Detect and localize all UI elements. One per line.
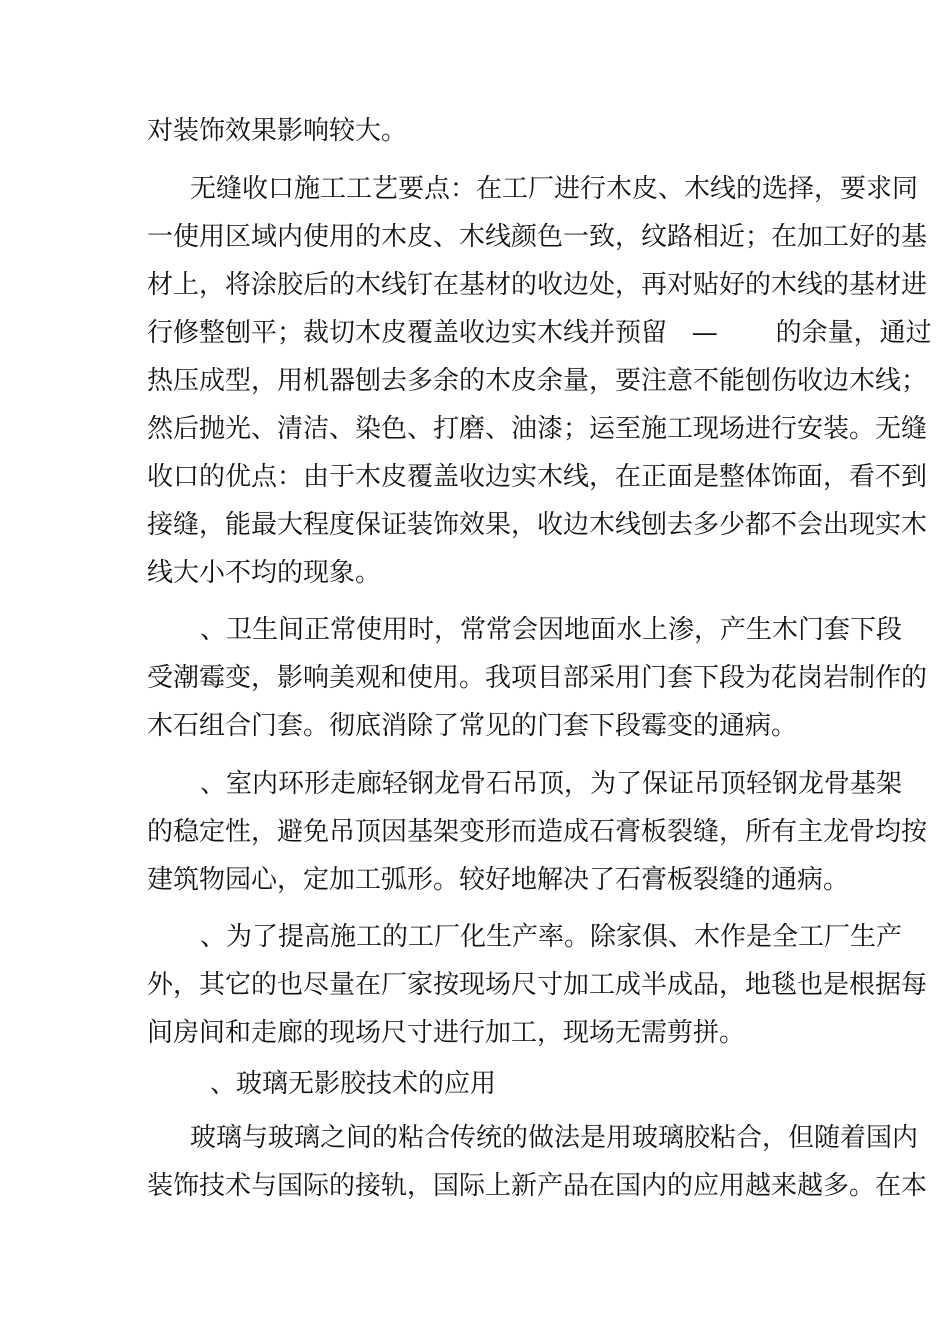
text-line: 一使用区域内使用的木皮、木线颜色一致，纹路相近；在加工好的基 (147, 222, 928, 252)
text-line: 外，其它的也尽量在厂家按现场尺寸加工成半成品，地毯也是根据每 (147, 970, 928, 1000)
text-line: 然后抛光、清洁、染色、打磨、油漆；运至施工现场进行安装。无缝 (147, 414, 928, 444)
text-line: 玻璃与玻璃之间的粘合传统的做法是用玻璃胶粘合，但随着国内 (190, 1123, 919, 1153)
text-line: 、卫生间正常使用时，常常会因地面水上渗，产生木门套下段 (200, 615, 903, 645)
text-line: 间房间和走廊的现场尺寸进行加工，现场无需剪拼。 (147, 1018, 746, 1048)
text-line: 、室内环形走廊轻钢龙骨石吊顶，为了保证吊顶轻钢龙骨基架 (200, 769, 903, 799)
text-line: 、玻璃无影胶技术的应用 (210, 1069, 497, 1099)
text-line: 建筑物园心，定加工弧形。较好地解决了石膏板裂缝的通病。 (147, 865, 850, 895)
text-line: 接缝，能最大程度保证装饰效果，收边木线刨去多少都不会出现实木 (147, 510, 928, 540)
text-line: 收口的优点：由于木皮覆盖收边实木线，在正面是整体饰面，看不到 (147, 462, 928, 492)
text-line: 装饰技术与国际的接轨，国际上新产品在国内的应用越来越多。在本 (147, 1171, 928, 1201)
text-line: 、为了提高施工的工厂化生产率。除家俱、木作是全工厂生产 (200, 922, 903, 952)
text-line: 行修整刨平；裁切木皮覆盖收边实木线并预留 — 的余量，通过 (147, 318, 932, 348)
text-line: 木石组合门套。彻底消除了常见的门套下段霉变的通病。 (147, 711, 798, 741)
text-line: 材上，将涂胶后的木线钉在基材的收边处，再对贴好的木线的基材进 (147, 270, 928, 300)
text-line: 无缝收口施工工艺要点：在工厂进行木皮、木线的选择，要求同 (190, 174, 919, 204)
text-line: 热压成型，用机器刨去多余的木皮余量，要注意不能刨伤收边木线； (147, 366, 928, 396)
text-line: 受潮霉变，影响美观和使用。我项目部采用门套下段为花岗岩制作的 (147, 663, 928, 693)
text-line: 对装饰效果影响较大。 (147, 116, 408, 146)
text-line: 线大小不均的现象。 (147, 558, 382, 588)
text-line: 的稳定性，避免吊顶因基架变形而造成石膏板裂缝，所有主龙骨均按 (147, 817, 928, 847)
